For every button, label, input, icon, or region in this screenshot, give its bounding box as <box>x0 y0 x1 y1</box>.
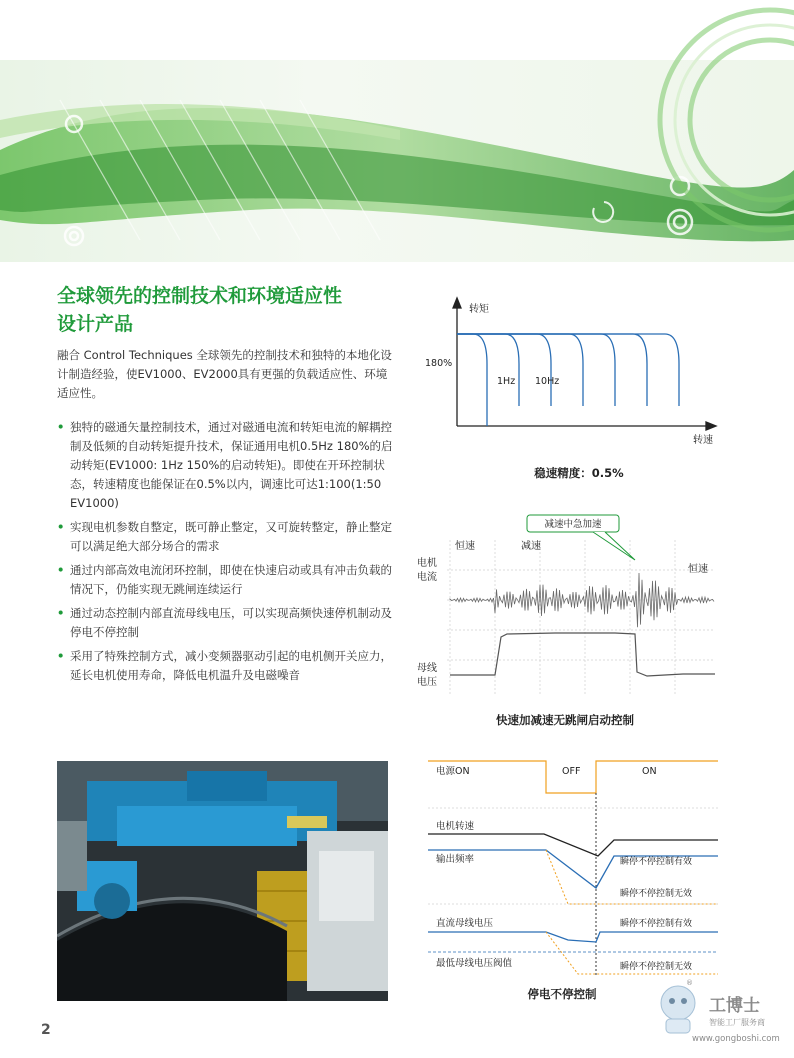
power-loss-chart <box>428 756 718 1006</box>
label-const-speed-2: 恒速 <box>688 564 708 575</box>
feature-text: 实现电机参数自整定，既可静止整定，又可旋转整定，静止整定可以满足绝大部分场合的需求 <box>70 520 392 553</box>
feature-item <box>57 647 397 685</box>
watermark-brand: 工博士 <box>709 996 760 1016</box>
label-power-on: 电源ON <box>436 766 470 777</box>
label-motor-speed: 电机转速 <box>436 821 475 832</box>
robot-mascot-icon <box>661 986 695 1033</box>
current-caption: 快速加减速无跳闸启动控制 <box>496 713 634 727</box>
torque-curves <box>457 334 679 426</box>
torque-curve <box>457 334 679 406</box>
watermark-logo <box>652 975 792 1055</box>
label-1hz: 1Hz <box>497 376 516 387</box>
torque-curve <box>457 334 615 406</box>
label-ctrl-valid-2: 瞬停不停控制有效 <box>620 919 693 929</box>
header-banner <box>0 0 794 262</box>
label-on: ON <box>642 766 657 777</box>
watermark-url: www.gongboshi.com <box>692 1034 780 1044</box>
torque-curve <box>457 334 583 406</box>
torque-ylabel: 转矩 <box>469 304 489 315</box>
label-output-freq: 输出频率 <box>436 854 475 865</box>
page-number: 2 <box>41 1022 51 1038</box>
feature-text: 通过内部高效电流闭环控制，即使在快速启动或具有冲击负载的情况下，仍能实现无跳闸连续运行 <box>70 563 392 596</box>
torque-caption: 稳速精度：0.5% <box>534 466 624 480</box>
feature-list <box>57 418 397 690</box>
feature-text: 采用了特殊控制方式，减小变频器驱动引起的电机侧开关应力，延长电机使用寿命，降低电机温升及电磁噪音 <box>70 649 392 682</box>
torque-speed-chart <box>425 296 725 486</box>
callout-text: 减速中急加速 <box>544 519 602 530</box>
label-ctrl-invalid-2: 瞬停不停控制无效 <box>620 962 693 972</box>
dc-bus-line-valid <box>428 932 718 942</box>
torque-y-value: 180% <box>425 358 453 369</box>
intro-paragraph: 融合 Control Techniques 全球领先的控制技术和独特的本地化设计制造经验，使EV1000、EV2000具有更强的负载适应性、环境适应性。 <box>57 348 392 400</box>
feature-item <box>57 518 397 556</box>
label-10hz: 10Hz <box>535 376 560 387</box>
powerloss-caption: 停电不停控制 <box>527 987 597 1001</box>
label-motor-2: 电流 <box>417 572 437 583</box>
label-ctrl-valid-1: 瞬停不停控制有效 <box>620 857 693 867</box>
label-bus-2: 电压 <box>417 677 437 688</box>
feature-item <box>57 561 397 599</box>
label-off: OFF <box>562 766 581 777</box>
torque-curve <box>457 334 487 426</box>
torque-curve <box>457 334 519 406</box>
feature-item <box>57 604 397 642</box>
bullet-marker: • <box>57 649 65 663</box>
bullet-marker: • <box>57 420 65 434</box>
feature-item <box>57 418 397 513</box>
torque-xlabel: 转速 <box>693 435 713 446</box>
torque-curve <box>457 334 551 406</box>
scope-grid <box>447 540 715 695</box>
bullet-marker: • <box>57 606 65 620</box>
label-ctrl-invalid-1: 瞬停不停控制无效 <box>620 889 693 899</box>
section-title <box>57 282 407 338</box>
feature-text: 独特的磁通矢量控制技术，通过对磁通电流和转矩电流的解耦控制及低频的自动转矩提升技术，保证通用电机0.5Hz 180%的启动转矩(EV1000: 1Hz 150%的启动转矩)。即使在开环控制状态，转速精度也能保证在0.5%以内，调速比可达1:100(1:50 EV1000) <box>70 420 393 510</box>
current-waveform-chart <box>415 510 715 735</box>
section-title-line-2: 设计产品 <box>57 313 134 335</box>
label-const-speed-1: 恒速 <box>455 541 475 552</box>
watermark-sub: 智能工厂服务商 <box>709 1018 765 1027</box>
motor-current-waveform <box>450 573 714 627</box>
label-bus-1: 母线 <box>417 663 437 674</box>
y-axis-arrow <box>453 298 461 308</box>
label-dc-bus: 直流母线电压 <box>436 918 494 929</box>
callout-box <box>527 515 635 560</box>
factory-photo <box>57 761 388 1001</box>
label-min-bus: 最低母线电压阀值 <box>436 958 513 969</box>
motor-speed-line <box>428 834 718 856</box>
feature-text: 通过动态控制内部直流母线电压，可以实现高频快速停机制动及停电不停控制 <box>70 606 392 639</box>
label-decel: 减速 <box>521 541 541 552</box>
watermark-reg: ® <box>686 979 693 987</box>
x-axis-arrow <box>706 422 716 430</box>
section-title-line-1: 全球领先的控制技术和环境适应性 <box>57 285 343 307</box>
torque-axes <box>453 298 716 430</box>
bullet-marker: • <box>57 520 65 534</box>
bullet-marker: • <box>57 563 65 577</box>
label-motor-1: 电机 <box>417 558 437 569</box>
torque-curve <box>457 334 647 406</box>
